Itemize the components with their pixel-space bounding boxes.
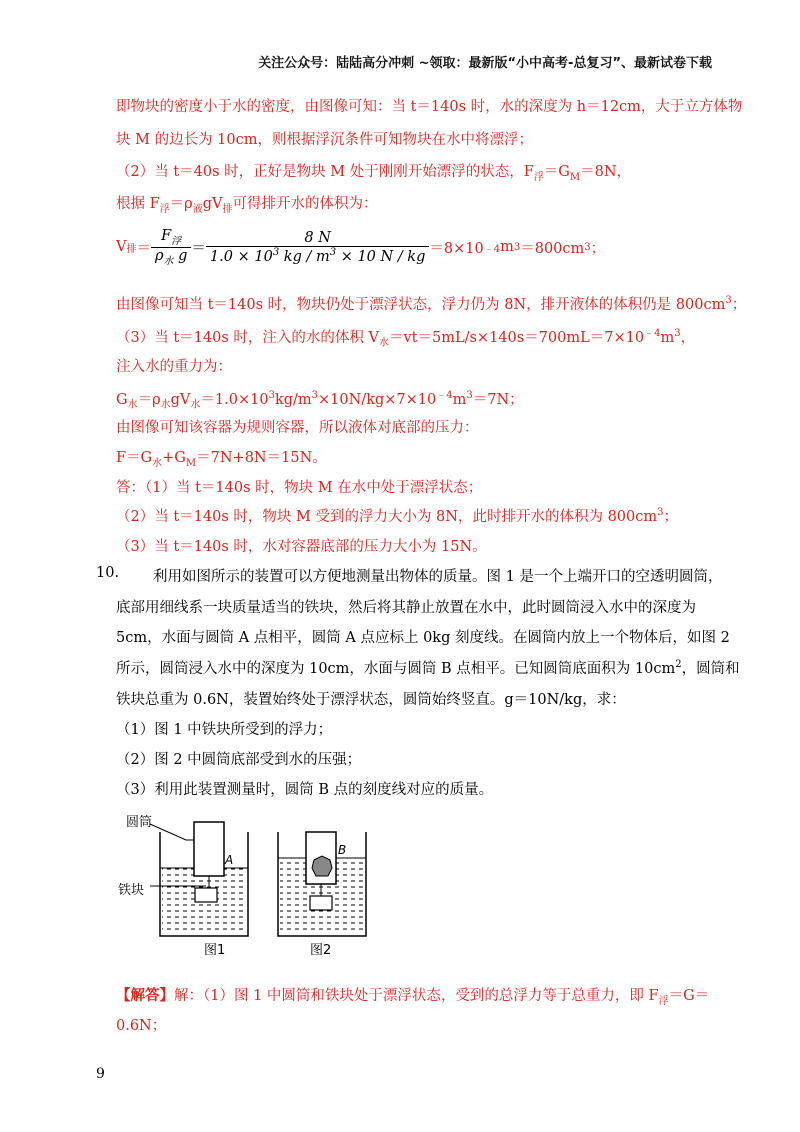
iron-block-fig1 (195, 888, 217, 902)
caption-fig1: 图1 (204, 943, 226, 958)
figure-2 (278, 832, 366, 958)
question-line: （2）图 2 中圆筒底部受到水的压强； (116, 752, 362, 768)
question-line: （1）图 1 中铁块所受到的浮力； (116, 722, 333, 738)
answer-line: （3）当 t＝140s 时，注入的水的体积 $V_水=vt=5mL/s\times 140s=700mL=7\times 10^{﹣4}m^3$， (116, 328, 696, 349)
answer-line: 答：（1）当 t＝140s 时，物块 M 在水中处于漂浮状态； (116, 480, 483, 496)
answer-line: （3）当 t＝140s 时，水对容器底部的压力大小为 15N。 (116, 539, 487, 555)
answer-line: （2）当 t＝40s 时，正好是物块 M 处于刚刚开始漂浮的状态，$F_浮=G_M=8N$， (116, 164, 632, 183)
answer-line: 根据 $F_浮=\rho_液gV_排$可得排开水的体积为： (116, 196, 378, 215)
solution-line: 【解答】解：（1）图 1 中圆筒和铁块处于漂浮状态，受到的总浮力等于总重力，即 $F_浮=G=$ (116, 987, 710, 1007)
page-header: 关注公众号：陆陆高分冲刺 ~领取：最新版“小中高考-总复习”、最新试卷下载 (258, 56, 712, 71)
page-number: 9 (96, 1066, 105, 1082)
answer-line: 由图像可知该容器为规则容器，所以液体对底部的压力： (116, 420, 479, 436)
answer-line: 由图像可知当 t＝140s 时，物块仍处于漂浮状态，浮力仍为 8N，排开液体的体积仍是 $800cm^3$； (116, 295, 747, 313)
apparatus-figure (110, 812, 390, 960)
question-line: 利用如图所示的装置可以方便地测量出物体的质量。图 1 是一个上端开口的空透明圆筒， (153, 569, 723, 585)
answer-line: （2）当 t＝140s 时，物块 M 受到的浮力大小为 8N，此时排开水的体积为 $800cm^3$； (116, 507, 679, 525)
question-line: 所示，圆筒浸入水中的深度为 10cm，水面与圆筒 B 点相平。已知圆筒底面积为 $10cm^2$，圆筒和 (116, 659, 740, 677)
label-b: B (338, 843, 347, 857)
figure-1 (118, 815, 248, 958)
question-line: （3）利用此装置测量时，圆筒 B 点的刻度线对应的质量。 (116, 782, 494, 798)
solution-line: 0.6N； (116, 1018, 167, 1034)
answer-line: $G_水=\rho_水gV_水=1.0\times 10^3kg/m^3\times 10N/kg\times 7\times 10^{﹣4}m^3=7N$； (116, 390, 524, 411)
label-tube: 圆筒 (126, 815, 153, 830)
question-number: 10. (96, 565, 120, 581)
answer-line: 块 M 的边长为 10cm，则根据浮沉条件可知物块在水中将漂浮； (116, 132, 533, 148)
answer-line: $F=G_水+G_M=7N+8N=15N$。 (116, 450, 327, 469)
tube-fig1 (194, 822, 224, 876)
label-iron: 铁块 (118, 883, 145, 898)
question-line: 5cm，水面与圆筒 A 点相平，圆筒 A 点应标上 0kg 刻度线。在圆筒内放上一个物体后，如图 2 (116, 630, 730, 646)
answer-line: 即物块的密度小于水的密度，由图像可知：当 t＝140s 时，水的深度为 h＝12cm，大于立方体物 (116, 99, 743, 115)
question-line: 铁块总重为 0.6N，装置始终处于漂浮状态，圆筒始终竖直。g＝10N/kg，求： (116, 692, 626, 708)
answer-line: 注入水的重力为： (116, 359, 232, 375)
iron-block-fig2 (310, 896, 332, 910)
object-fig2 (312, 856, 332, 876)
volume-formula: V 排 ＝ $\frac{F_浮}{\rho_水 g}$ ＝ $\frac{8 N}{1.0 \times 10^3 kg / m^3 \times 10 N / kg}$ ＝8×10 ﹣4 m 3 ＝800cm 3 ； (116, 228, 606, 267)
caption-fig2: 图2 (310, 943, 332, 958)
label-a: A (225, 853, 234, 867)
question-line: 底部用细线系一块质量适当的铁块，然后将其静止放置在水中，此时圆筒浸入水中的深度为 (116, 600, 696, 616)
